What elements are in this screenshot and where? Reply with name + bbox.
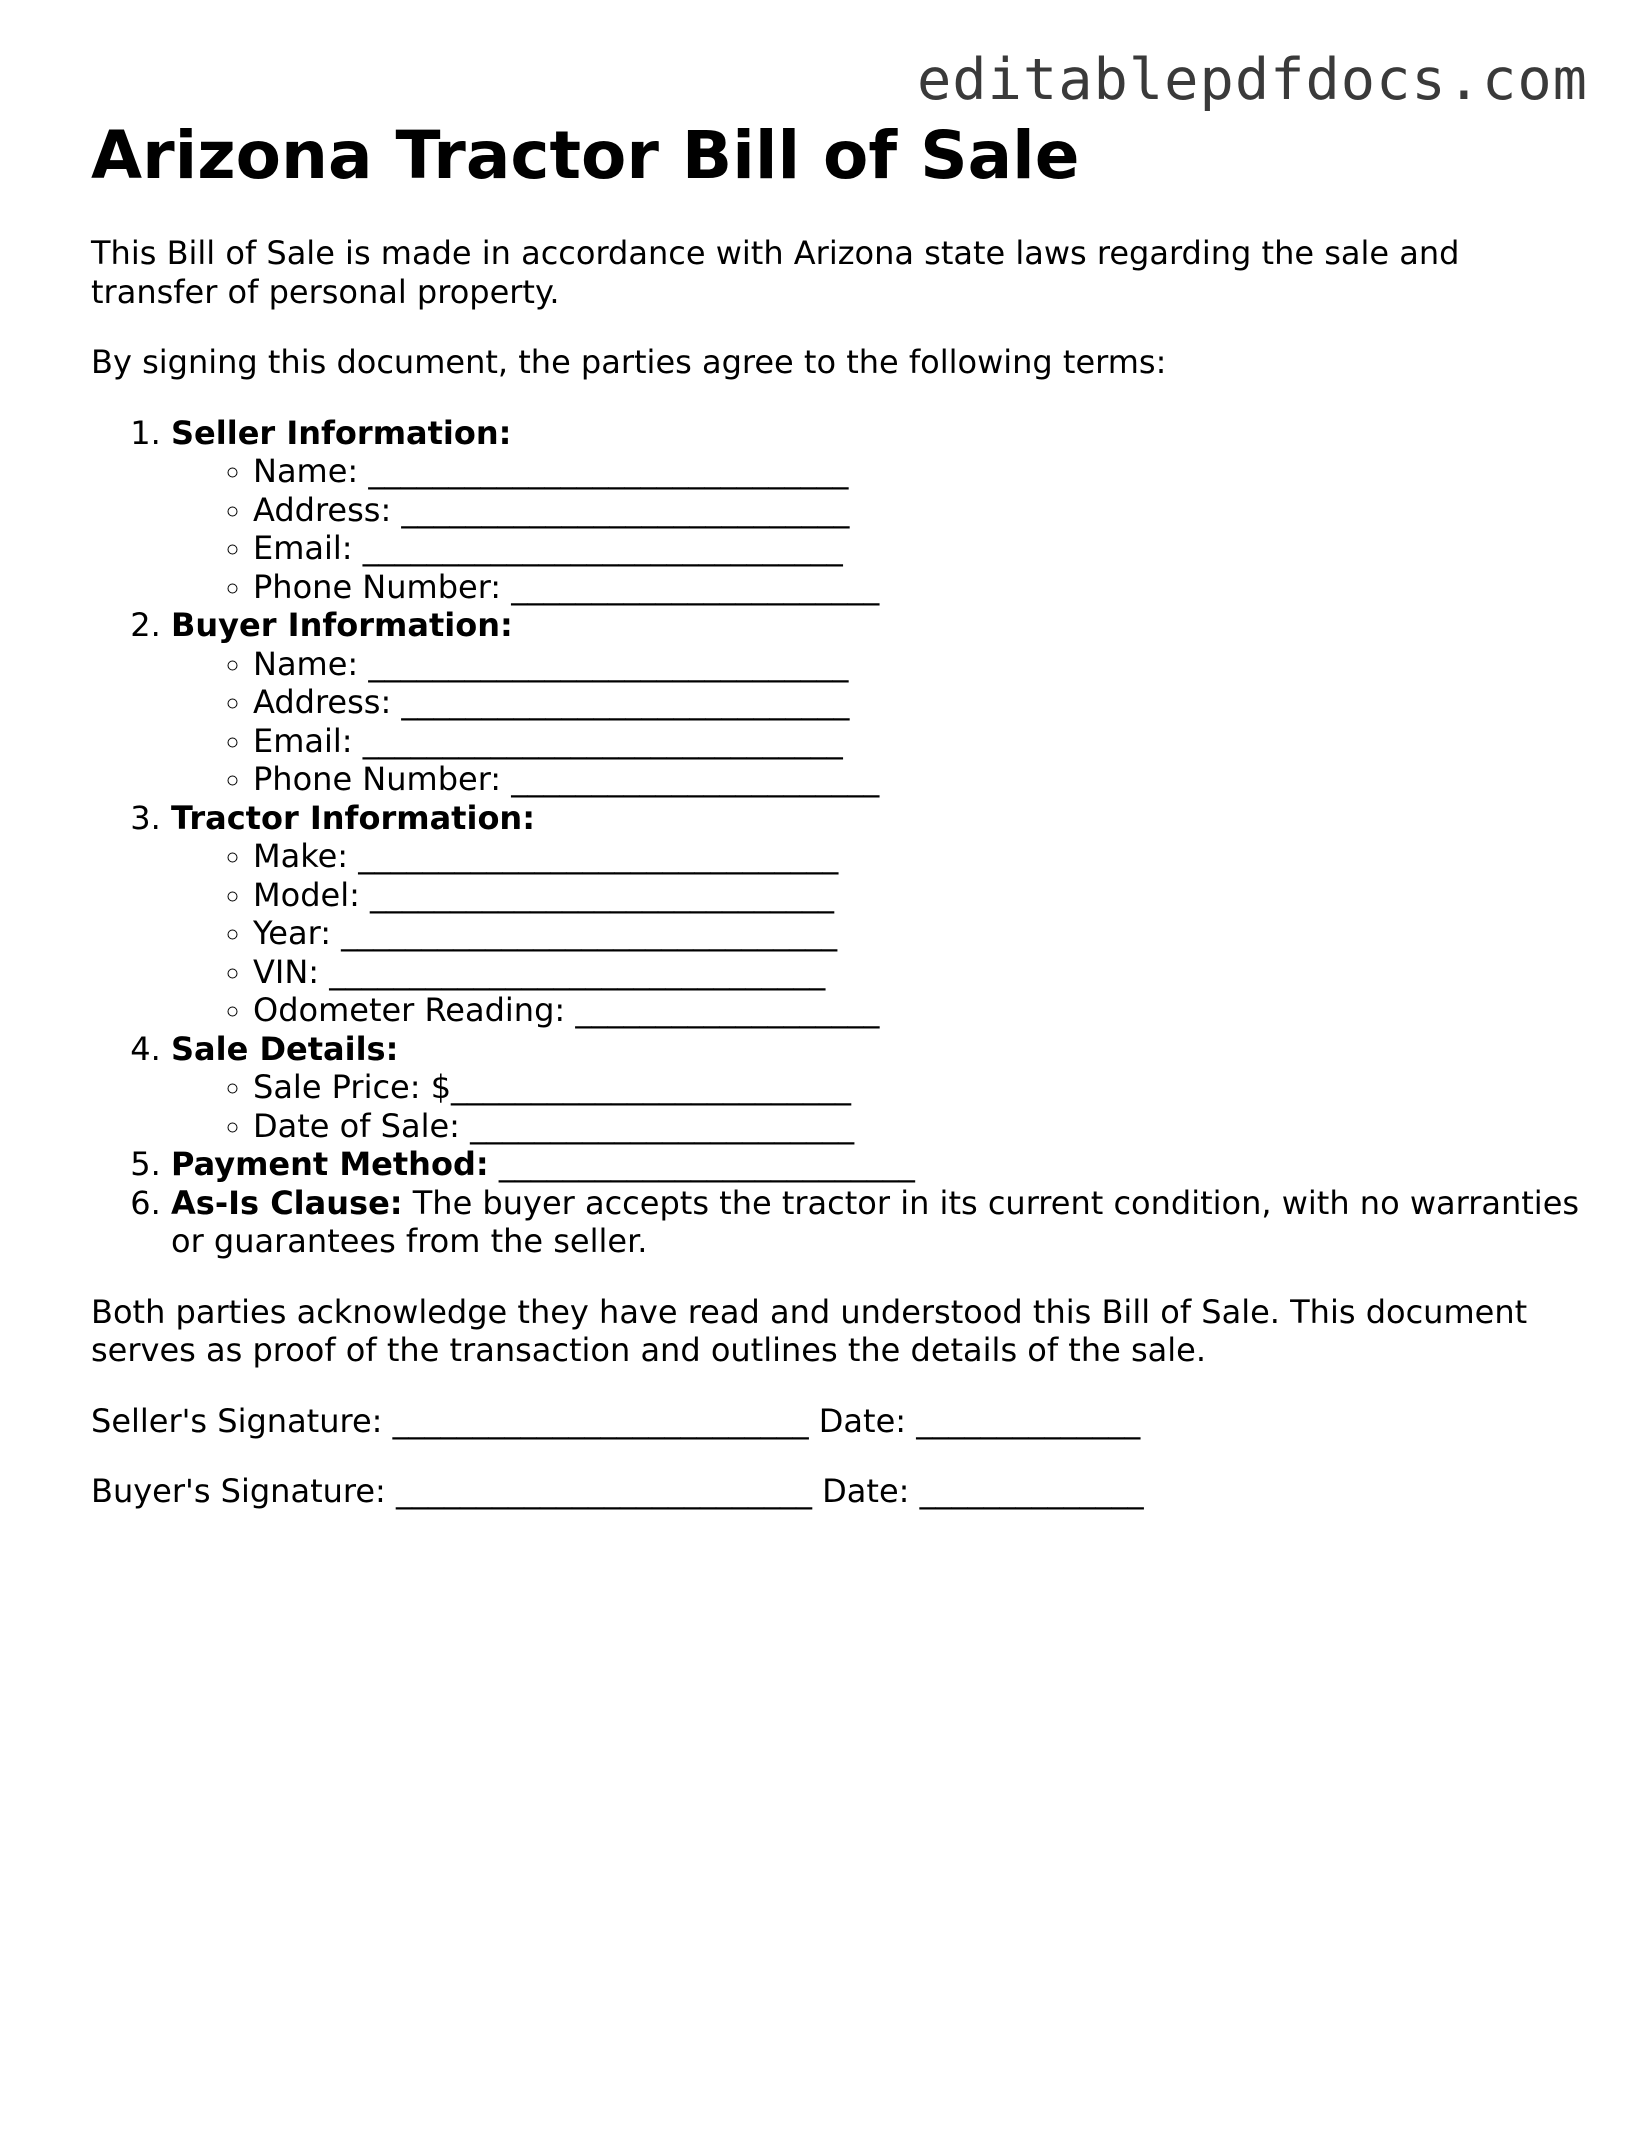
seller-address-label: Address: ____________________________ <box>253 490 850 529</box>
buyer-section <box>171 606 1581 799</box>
intro-paragraph: This Bill of Sale is made in accordance with Arizona state laws regarding the sale and transfer of personal property. <box>91 234 1460 311</box>
sale-date-label: Date of Sale: ________________________ <box>253 1106 855 1145</box>
seller-phone-field[interactable] <box>253 568 1581 607</box>
buyer-address-label: Address: ____________________________ <box>253 683 850 721</box>
payment-heading: Payment Method: <box>171 1145 489 1183</box>
sale-fields <box>171 1068 1581 1145</box>
seller-heading: Seller Information: <box>171 413 512 452</box>
tractor-model-label: Model: _____________________________ <box>253 875 835 914</box>
buyer-email-field[interactable] <box>253 722 1581 761</box>
tractor-fields <box>171 837 1581 1030</box>
asis-heading: As-Is Clause: <box>171 1183 403 1222</box>
seller-phone-label: Phone Number: _______________________ <box>253 567 880 606</box>
buyer-heading: Buyer Information: <box>171 606 513 644</box>
document-title: Arizona Tractor Bill of Sale <box>91 117 1080 194</box>
sale-section <box>171 1030 1581 1146</box>
seller-address-field[interactable] <box>253 491 1581 530</box>
tractor-model-field[interactable] <box>253 876 1581 915</box>
asis-section <box>171 1184 1581 1261</box>
buyer-fields <box>171 645 1581 799</box>
buyer-phone-field[interactable] <box>253 760 1581 799</box>
terms-list <box>91 414 1581 1261</box>
tractor-make-field[interactable] <box>253 837 1581 876</box>
payment-section[interactable] <box>171 1145 1581 1184</box>
tractor-year-label: Year: _______________________________ <box>253 914 838 952</box>
seller-name-label: Name: ______________________________ <box>253 452 849 490</box>
tractor-year-field[interactable] <box>253 914 1581 953</box>
seller-signature-line[interactable]: Seller's Signature: __________________________ Date: ______________ <box>91 1401 1141 1440</box>
tractor-section <box>171 799 1581 1030</box>
tractor-odometer-label: Odometer Reading: ___________________ <box>253 991 880 1029</box>
tractor-heading: Tractor Information: <box>171 798 535 837</box>
tractor-odometer-field[interactable] <box>253 991 1581 1030</box>
buyer-email-label: Email: ______________________________ <box>253 721 843 760</box>
seller-fields <box>171 452 1581 606</box>
asis-text: The buyer accepts the tractor in its current condition, with no warranties or guarantees from the seller. <box>171 1183 1580 1260</box>
buyer-signature-line[interactable]: Buyer's Signature: __________________________ Date: ______________ <box>91 1472 1144 1510</box>
sale-price-field[interactable] <box>253 1068 1581 1107</box>
closing-paragraph: Both parties acknowledge they have read and understood this Bill of Sale. This document serves as proof of the transaction and outlines the details of the sale. <box>91 1292 1528 1369</box>
tractor-make-label: Make: ______________________________ <box>253 837 839 875</box>
sale-price-label: Sale Price: $_________________________ <box>253 1068 852 1106</box>
buyer-phone-label: Phone Number: _______________________ <box>253 760 880 798</box>
buyer-name-label: Name: ______________________________ <box>253 644 849 683</box>
terms-intro: By signing this document, the parties agree to the following terms: <box>91 343 1167 381</box>
buyer-name-field[interactable] <box>253 645 1581 684</box>
seller-section <box>171 414 1581 607</box>
seller-email-label: Email: ______________________________ <box>253 529 843 567</box>
seller-name-field[interactable] <box>253 452 1581 491</box>
payment-blank: __________________________ <box>488 1145 915 1183</box>
watermark: editablepdfdocs.com <box>916 47 1588 113</box>
buyer-address-field[interactable] <box>253 683 1581 722</box>
document-page <box>91 118 1581 1511</box>
seller-email-field[interactable] <box>253 529 1581 568</box>
tractor-vin-label: VIN: _______________________________ <box>253 952 826 991</box>
tractor-vin-field[interactable] <box>253 953 1581 992</box>
sale-heading: Sale Details: <box>171 1029 399 1068</box>
sale-date-field[interactable] <box>253 1107 1581 1146</box>
